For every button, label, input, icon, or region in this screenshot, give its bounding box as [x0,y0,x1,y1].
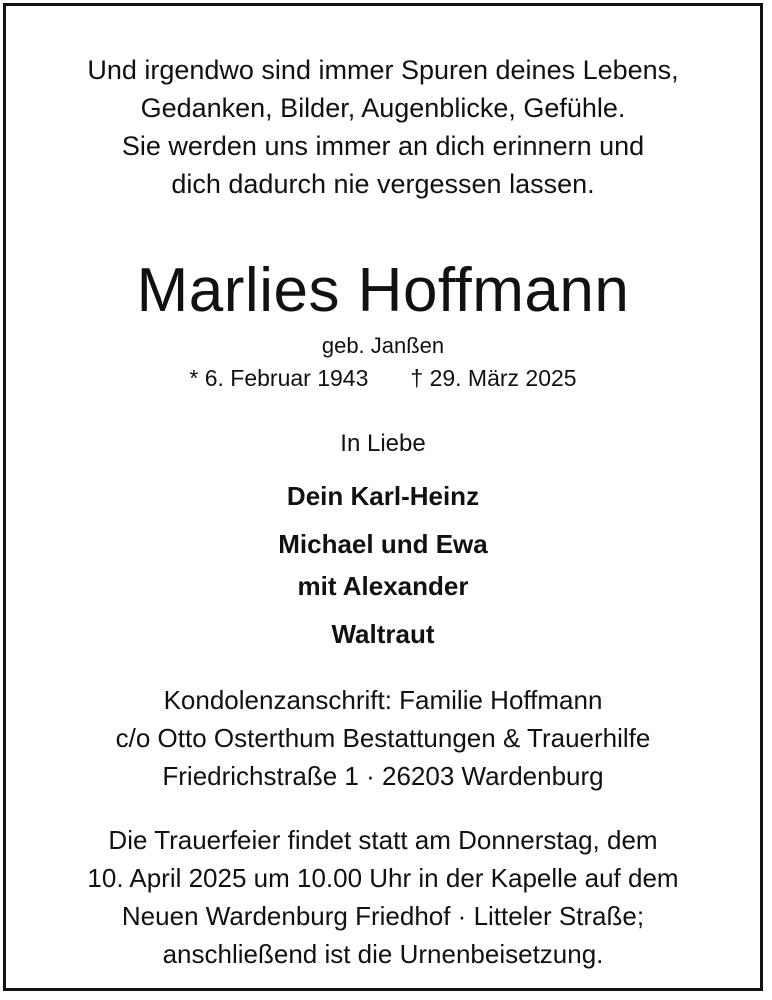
verse-line: Sie werden uns immer an dich erinnern und [121,131,645,161]
mourner-name: Waltraut [331,619,435,649]
mourner-name: Michael und Ewa [278,529,488,559]
verse-line: dich dadurch nie vergessen lassen. [171,169,595,199]
condolence-line: c/o Otto Osterthum Bestattungen & Trauerhilfe [115,723,651,753]
mourners-intro: In Liebe [340,430,426,457]
obituary-notice [3,3,763,991]
funeral-line: anschließend ist die Urnenbeisetzung. [162,939,604,969]
verse-line: Und irgendwo sind immer Spuren deines Lebens, [87,55,679,85]
maiden-name: geb. Janßen [321,333,445,358]
death-date: † 29. März 2025 [410,365,577,391]
condolence-line: Friedrichstraße 1 · 26203 Wardenburg [162,761,604,791]
deceased-name: Marlies Hoffmann [136,256,630,325]
verse-line: Gedanken, Bilder, Augenblicke, Gefühle. [140,93,626,123]
funeral-line: 10. April 2025 um 10.00 Uhr in der Kapelle auf dem [87,863,679,893]
birth-date: * 6. Februar 1943 [189,365,369,391]
funeral-line: Neuen Wardenburg Friedhof · Litteler Straße; [121,901,645,931]
funeral-line: Die Trauerfeier findet statt am Donnerstag, dem [108,825,658,855]
mourner-name: mit Alexander [297,571,469,601]
mourner-name: Dein Karl-Heinz [286,481,480,511]
life-dates [6,363,760,393]
condolence-line: Kondolenzanschrift: Familie Hoffmann [163,685,603,715]
